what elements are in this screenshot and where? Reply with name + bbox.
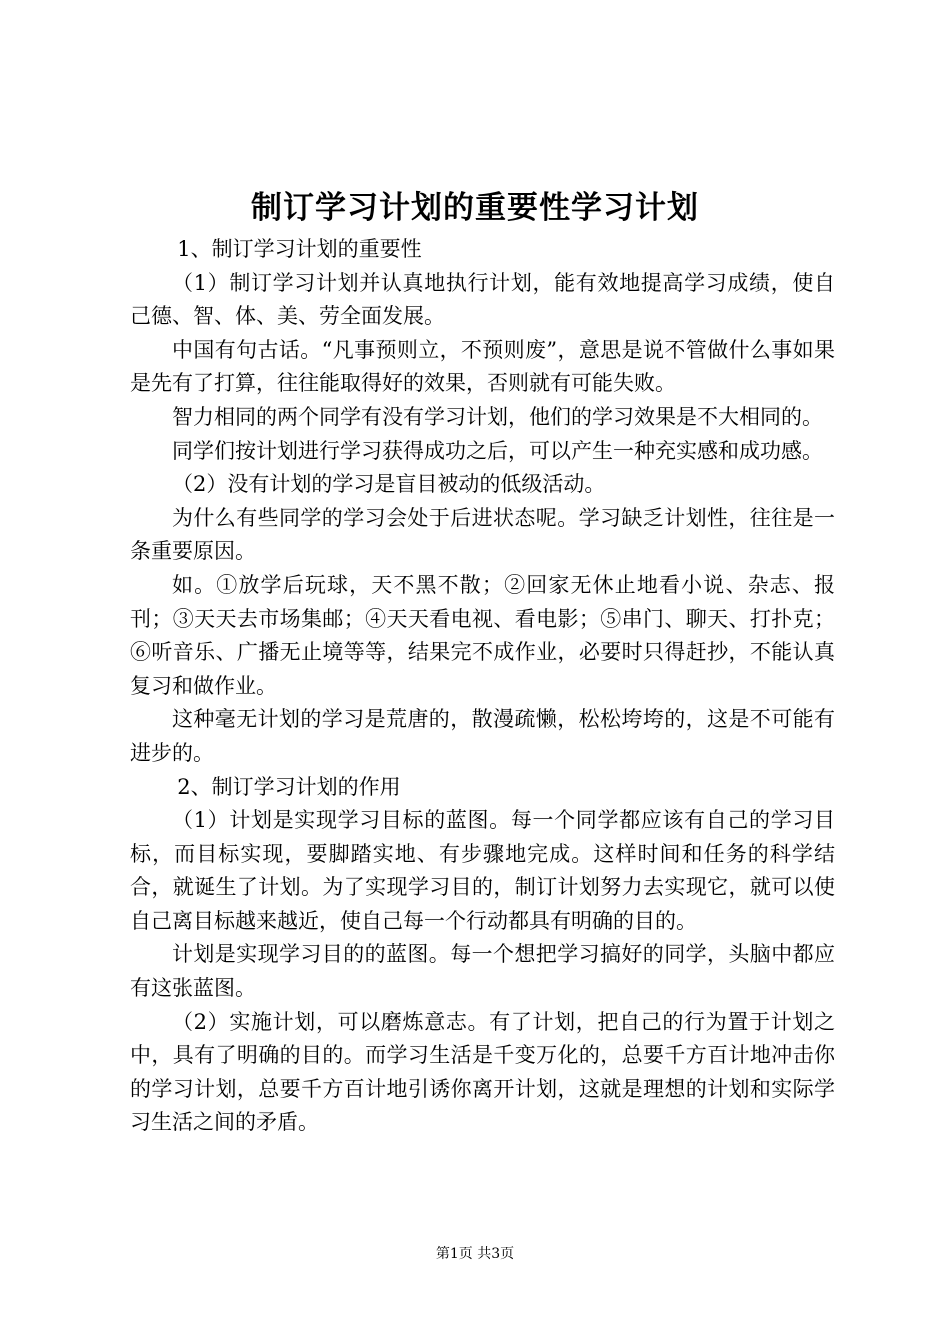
paragraph: 如。①放学后玩球，天不黑不散；②回家无休止地看小说、杂志、报刊；③天天去市场集邮；④天天看电视、看电影；⑤串门、聊天、打扑克；⑥听音乐、广播无止境等等，结果完不成作业，必要时只得赶抄，不能认真复习和做作业。: [130, 572, 835, 698]
paragraph: （1）制订学习计划并认真地执行计划，能有效地提高学习成绩，使自己德、智、体、美、劳全面发展。: [130, 270, 835, 329]
document-body: [130, 233, 835, 1140]
paragraph: 智力相同的两个同学有没有学习计划，他们的学习效果是不大相同的。: [172, 404, 823, 429]
paragraph: （2）实施计划，可以磨炼意志。有了计划，把自己的行为置于计划之中，具有了明确的目的。而学习生活是千变万化的，总要千方百计地冲击你的学习计划，总要千方百计地引诱你离开计划，这就是理想的计划和实际学习生活之间的矛盾。: [130, 1009, 835, 1135]
paragraph: 同学们按计划进行学习获得成功之后，可以产生一种充实感和成功感。: [172, 438, 823, 463]
paragraph: 为什么有些同学的学习会处于后进状态呢。学习缺乏计划性，往往是一条重要原因。: [130, 505, 835, 564]
paragraph: 中国有句古话。“凡事预则立，不预则废”，意思是说不管做什么事如果是先有了打算，往往能取得好的效果，否则就有可能失败。: [130, 337, 835, 396]
document-title: 制订学习计划的重要性学习计划: [251, 190, 699, 226]
paragraph: （2）没有计划的学习是盲目被动的低级活动。: [172, 472, 606, 497]
section-heading: 2、制订学习计划的作用: [177, 774, 401, 799]
paragraph: 计划是实现学习目的的蓝图。每一个想把学习搞好的同学，头脑中都应有这张蓝图。: [130, 942, 835, 1001]
section-heading: 1、制订学习计划的重要性: [177, 237, 422, 261]
paragraph: 这种毫无计划的学习是荒唐的，散漫疏懒，松松垮垮的，这是不可能有进步的。: [130, 707, 835, 765]
page-footer: 第1页 共3页: [435, 1246, 515, 1262]
paragraph: （1）计划是实现学习目标的蓝图。每一个同学都应该有自己的学习目标，而目标实现，要脚踏实地、有步骤地完成。这样时间和任务的科学结合，就诞生了计划。为了实现学习目的，制订计划努力去实现它，就可以使自己离目标越来越近，使自己每一个行动都具有明确的目的。: [130, 808, 835, 933]
